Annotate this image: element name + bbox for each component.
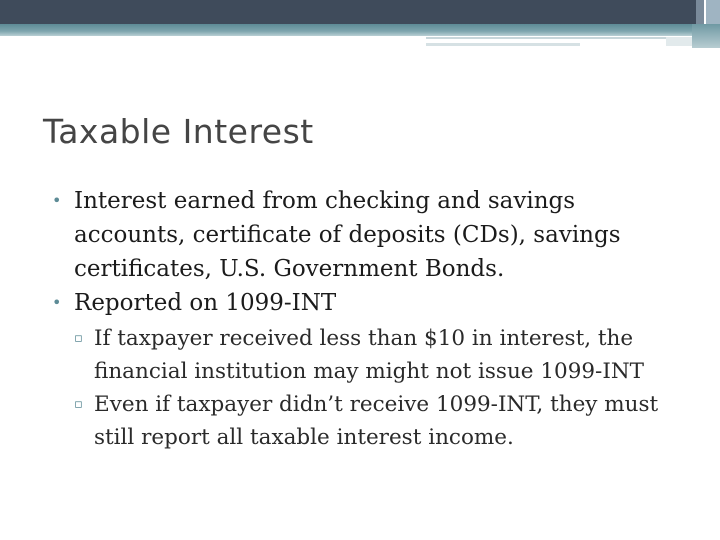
bullet-text: Reported on 1099-INT <box>74 290 337 316</box>
header-band-accent <box>696 0 704 24</box>
header-teal-strip <box>0 24 720 36</box>
header-decor-block <box>666 37 692 46</box>
square-bullet-icon: ▫ <box>74 331 83 346</box>
bullet-dot-icon: • <box>52 191 62 210</box>
sub-bullet-item <box>74 322 692 388</box>
sub-bullet-text: If taxpayer received less than $10 in interest, the financial institution may might not issue 1099-INT <box>94 326 644 384</box>
square-bullet-icon: ▫ <box>74 397 83 412</box>
header-band-accent-light <box>706 0 720 24</box>
bullet-item <box>52 286 692 320</box>
bullet-list <box>52 184 692 454</box>
bullet-item <box>52 184 692 286</box>
sub-bullet-list <box>52 322 692 454</box>
sub-bullet-text: Even if taxpayer didn’t receive 1099-INT, they must still report all taxable interest income. <box>94 392 659 450</box>
header-decor-line <box>426 43 580 46</box>
sub-bullet-item <box>74 388 692 454</box>
bullet-dot-icon: • <box>52 293 62 312</box>
bullet-text: Interest earned from checking and savings accounts, certificate of deposits (CDs), savings certificates, U.S. Government Bonds. <box>74 188 621 282</box>
header-teal-strip-corner <box>692 24 720 48</box>
header-decor-line <box>426 37 666 39</box>
slide-title: Taxable Interest <box>43 112 314 151</box>
header-band <box>0 0 696 24</box>
